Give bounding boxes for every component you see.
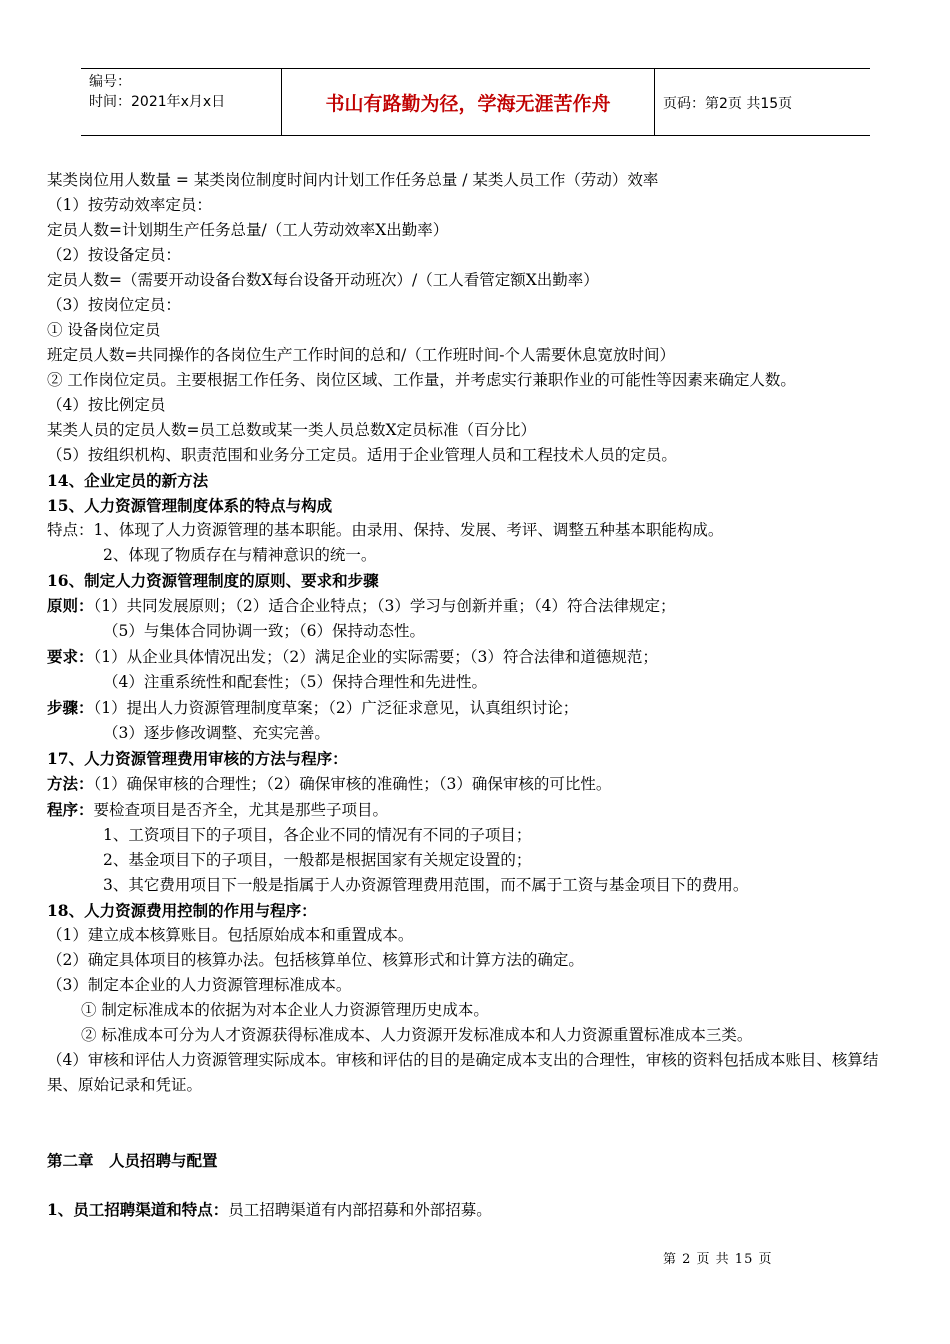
text-line — [47, 823, 907, 848]
text-line — [47, 998, 907, 1023]
text-line — [47, 1048, 907, 1098]
line-text: 第二章 人员招聘与配置 — [47, 1151, 218, 1170]
line-text: （2）按设备定员： — [47, 246, 181, 264]
text-line — [47, 493, 907, 518]
code-label: 编号： — [89, 74, 131, 90]
text-line — [47, 1023, 907, 1048]
text-line — [47, 644, 907, 670]
header-page-info: 页码：第2页 共15页 — [663, 96, 793, 112]
line-text: （2）确定具体项目的核算办法。包括核算单位、核算形式和计算方法的确定。 — [47, 951, 584, 969]
text-line — [47, 168, 907, 193]
line-text: ② 标准成本可分为人才资源获得标准成本、人力资源开发标准成本和人力资源重置标准成本三类。 — [81, 1026, 753, 1044]
line-text: （1）确保审核的合理性；（2）确保审核的准确性；（3）确保审核的可比性。 — [93, 775, 612, 793]
spacer — [47, 1173, 907, 1197]
text-line — [47, 695, 907, 721]
text-line — [47, 771, 907, 797]
line-text: ② 工作岗位定员。主要根据工作任务、岗位区域、工作量，并考虑实行兼职作业的可能性等因素来确定人数。 — [47, 371, 796, 389]
text-line — [47, 746, 907, 771]
line-label: 方法： — [47, 774, 94, 793]
text-line — [47, 393, 907, 418]
line-text: 要检查项目是否齐全，尤其是那些子项目。 — [93, 801, 389, 819]
text-line — [47, 418, 907, 443]
text-line — [47, 848, 907, 873]
line-text: （1）建立成本核算账目。包括原始成本和重置成本。 — [47, 926, 414, 944]
text-line — [47, 873, 907, 898]
line-text: 17、人力资源管理费用审核的方法与程序： — [47, 749, 348, 768]
line-text: （3）制定本企业的人力资源管理标准成本。 — [47, 976, 352, 994]
text-line — [47, 518, 907, 543]
line-text: （3）逐步修改调整、充实完善。 — [103, 724, 330, 742]
text-line — [47, 218, 907, 243]
page-header — [81, 68, 870, 136]
text-line — [47, 619, 907, 644]
text-line — [47, 670, 907, 695]
line-text: 15、人力资源管理制度体系的特点与构成 — [47, 496, 333, 515]
page-footer: 第 2 页 共 15 页 — [663, 1252, 773, 1267]
line-text: （1）提出人力资源管理制度草案；（2）广泛征求意见，认真组织讨论； — [93, 699, 579, 717]
line-text: 班定员人数=共同操作的各岗位生产工作时间的总和/（工作班时间-个人需要休息宽放时间） — [47, 346, 675, 364]
text-line — [47, 923, 907, 948]
line-label: 步骤： — [47, 698, 94, 717]
text-line — [47, 948, 907, 973]
line-text: 员工招聘渠道有内部招募和外部招募。 — [228, 1201, 492, 1219]
text-line — [47, 343, 907, 368]
text-line — [47, 318, 907, 343]
line-label: 程序： — [47, 800, 94, 819]
line-text: （1）共同发展原则；（2）适合企业特点；（3）学习与创新并重；（4）符合法律规定； — [93, 597, 676, 615]
line-text: 18、人力资源费用控制的作用与程序： — [47, 901, 317, 920]
text-line — [47, 443, 907, 468]
text-line — [47, 721, 907, 746]
line-text: 定员人数=计划期生产任务总量/（工人劳动效率X出勤率） — [47, 221, 449, 239]
line-text: ① 制定标准成本的依据为对本企业人力资源管理历史成本。 — [81, 1001, 489, 1019]
text-line — [47, 1197, 907, 1223]
text-line — [47, 797, 907, 823]
line-text: （1）从企业具体情况出发；（2）满足企业的实际需要；（3）符合法律和道德规范； — [93, 648, 658, 666]
line-text: 14、企业定员的新方法 — [47, 471, 209, 490]
text-line — [47, 898, 907, 923]
text-line — [47, 368, 907, 393]
header-motto: 书山有路勤为径，学海无涯苦作舟 — [281, 69, 655, 135]
line-text: （4）按比例定员 — [47, 396, 166, 414]
text-line — [47, 193, 907, 218]
text-line — [47, 1148, 907, 1173]
header-meta — [81, 69, 281, 135]
line-text: 1、工资项目下的子项目，各企业不同的情况有不同的子项目； — [103, 826, 532, 844]
text-line — [47, 468, 907, 493]
text-line — [47, 293, 907, 318]
line-text: 某类岗位用人数量 = 某类岗位制度时间内计划工作任务总量 / 某类人员工作（劳动）效率 — [47, 171, 659, 189]
line-text: 3、其它费用项目下一般是指属于人办资源管理费用范围，而不属于工资与基金项目下的费用。 — [103, 876, 749, 894]
line-text: （5）与集体合同协调一致；（6）保持动态性。 — [103, 622, 425, 640]
line-text: 2、体现了物质存在与精神意识的统一。 — [103, 546, 377, 564]
line-text: （1）按劳动效率定员： — [47, 196, 212, 214]
time-label: 时间：2021年x月x日 — [89, 94, 226, 110]
text-line — [47, 593, 907, 619]
text-line — [47, 973, 907, 998]
spacer — [47, 1098, 907, 1148]
line-text: ① 设备岗位定员 — [47, 321, 161, 339]
line-label: 1、员工招聘渠道和特点： — [47, 1200, 229, 1219]
line-text: 某类人员的定员人数=员工总数或某一类人员总数X定员标准（百分比） — [47, 421, 537, 439]
text-line — [47, 543, 907, 568]
line-text: （4）注重系统性和配套性；（5）保持合理性和先进性。 — [103, 673, 487, 691]
line-label: 要求： — [47, 647, 94, 666]
line-text: 特点：1、体现了人力资源管理的基本职能。由录用、保持、发展、考评、调整五种基本职能构成。 — [47, 521, 724, 539]
line-label: 原则： — [47, 596, 94, 615]
line-text: 2、基金项目下的子项目，一般都是根据国家有关规定设置的； — [103, 851, 532, 869]
line-text: （3）按岗位定员： — [47, 296, 181, 314]
text-line — [47, 243, 907, 268]
document-body — [47, 168, 907, 1223]
text-line — [47, 568, 907, 593]
line-text: 16、制定人力资源管理制度的原则、要求和步骤 — [47, 571, 379, 590]
line-text: （4）审核和评估人力资源管理实际成本。审核和评估的目的是确定成本支出的合理性，审核的资料包括成本账目、核算结果、原始记录和凭证。 — [47, 1051, 879, 1094]
line-text: 定员人数=（需要开动设备台数X每台设备开动班次）/（工人看管定额X出勤率） — [47, 271, 599, 289]
text-line — [47, 268, 907, 293]
line-text: （5）按组织机构、职责范围和业务分工定员。适用于企业管理人员和工程技术人员的定员。 — [47, 446, 677, 464]
